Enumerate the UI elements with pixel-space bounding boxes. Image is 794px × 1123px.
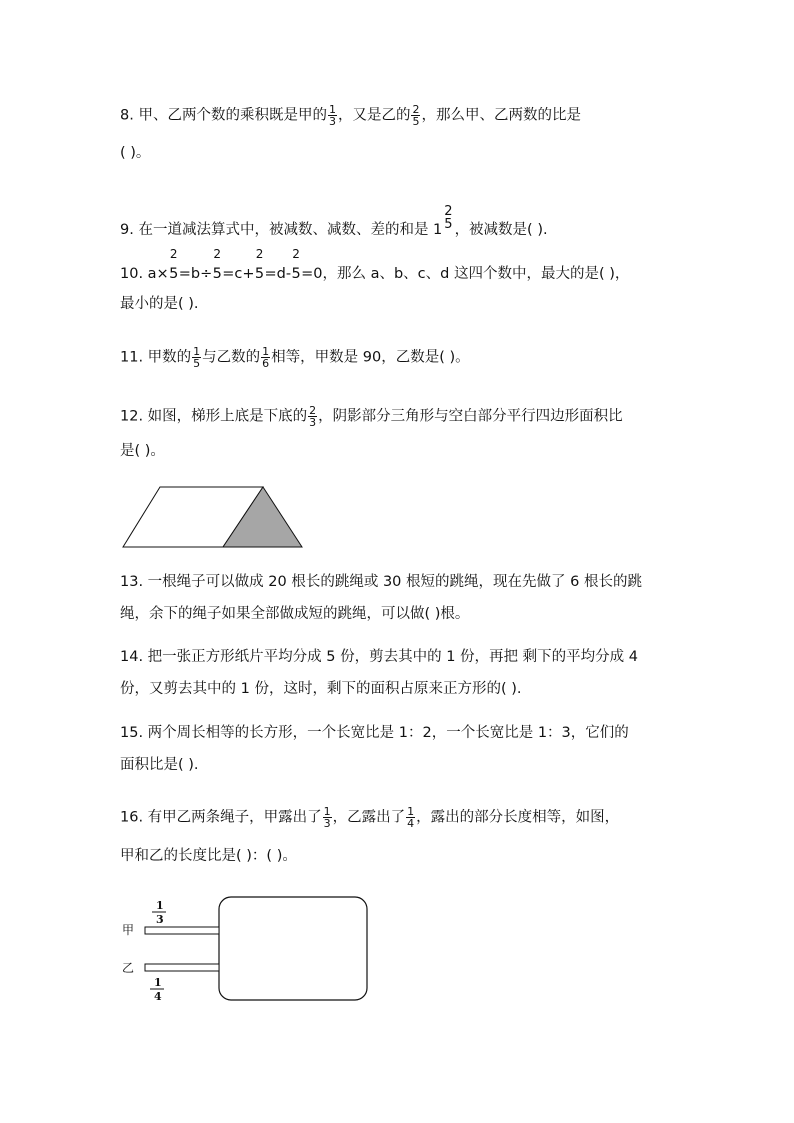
fraction-2-5: 2 5 [444,204,453,232]
label-jia: 甲 [122,923,135,937]
fraction-2-5: $\frac{2}{5}$ [412,103,420,128]
question-13-line-1: 13. 一根绳子可以做成 20 根长的跳绳或 30 根短的跳绳，现在先做了 6 根长的跳 [120,574,642,590]
jia-frac-num: 1 [156,899,164,912]
jia-frac-den: 3 [156,913,164,926]
question-14-line-2: 份，又剪去其中的 1 份，这时，剩下的面积占原来正方形的( ). [120,681,522,697]
fraction-1-3: $\frac{1}{3}$ [323,805,331,830]
rope-jia [145,927,219,934]
yi-frac-den: 4 [154,990,162,1003]
trapezoid-figure [120,484,306,550]
rope-figure [118,892,374,1004]
fraction-2-5: 2 5 [169,247,179,282]
fraction-1-5: $\frac{1}{5}$ [193,345,201,370]
question-8-line-2: ( )。 [120,145,151,161]
question-8-line-1: 8. 甲、乙两个数的乘积既是甲的 $\frac{1}{3}$ ，又是乙的 $\frac{2}{5}$ ，那么甲、乙两数的比是 [120,103,581,128]
question-10-line-2: 最小的是( ). [120,296,199,312]
question-15-line-1: 15. 两个周长相等的长方形，一个长宽比是 1：2，一个长宽比是 1：3，它们的 [120,725,629,741]
shaded-triangle [223,487,302,547]
fraction-2-5: 2 5 [212,247,222,282]
yi-frac-num: 1 [154,976,162,989]
question-14-line-1: 14. 把一张正方形纸片平均分成 5 份，剪去其中的 1 份，再把 剩下的平均分成 4 [120,649,638,665]
question-16-line-1: 16. 有甲乙两条绳子，甲露出了 $\frac{1}{3}$ ，乙露出了 $\frac{1}{4}$ ，露出的部分长度相等，如图， [120,805,620,830]
fraction-1-3: $\frac{1}{3}$ [328,103,336,128]
fraction-1-4: $\frac{1}{4}$ [407,805,415,830]
question-16-line-2: 甲和乙的长度比是( )：( )。 [120,848,297,864]
question-9: 9. 在一道减法算式中，被减数、减数、差的和是 1 2 5 ，被减数是( ). [120,204,548,238]
fraction-2-5: 2 5 [291,247,301,282]
fraction-2-3: $\frac{2}{3}$ [309,404,317,429]
box [219,897,367,1000]
label-yi: 乙 [122,961,135,975]
question-10-line-1: 10. a× 2 5=b÷ 2 5=c+ 2 5=d- 2 5=0，那么 a、b、c、d 这四个数中，最大的是( )， [120,247,630,282]
fraction-2-5: 2 5 [254,247,265,282]
question-13-line-2: 绳，余下的绳子如果全部做成短的跳绳，可以做( )根。 [120,606,470,622]
fraction-1-6: $\frac{1}{6}$ [262,345,270,370]
question-15-line-2: 面积比是( ). [120,757,199,773]
question-12-line-2: 是( )。 [120,443,165,459]
rope-yi [145,964,219,971]
question-11: 11. 甲数的 $\frac{1}{5}$ 与乙数的 $\frac{1}{6}$ 相等，甲数是 90，乙数是( )。 [120,345,470,370]
question-12-line-1: 12. 如图，梯形上底是下底的 $\frac{2}{3}$ ，阴影部分三角形与空白部分平行四边形面积比 [120,404,623,429]
